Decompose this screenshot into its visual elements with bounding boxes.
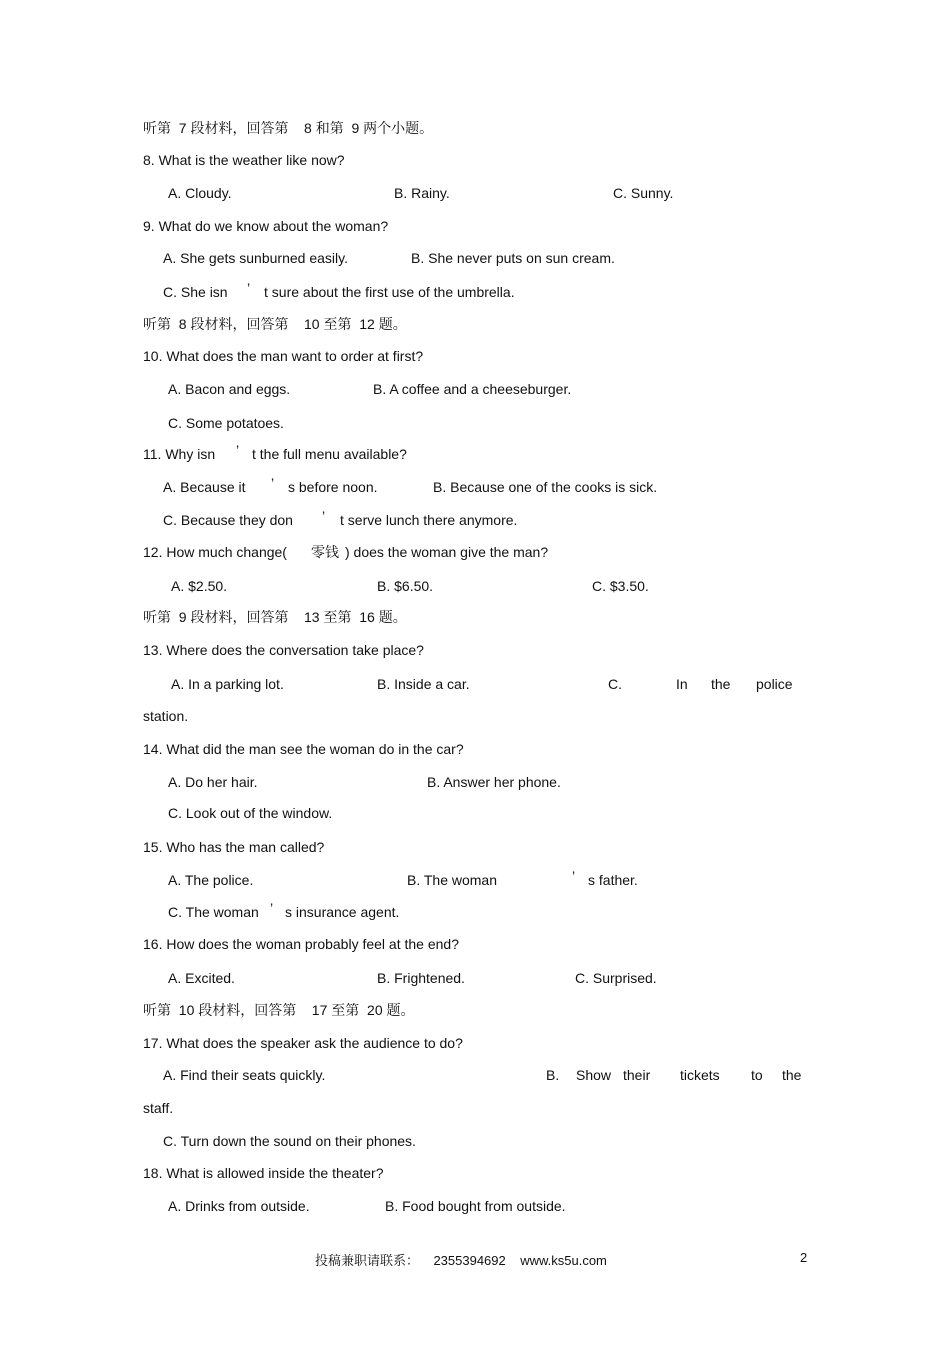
q9-option-b: B. She never puts on sun cream. <box>411 250 615 266</box>
question-15: 15. Who has the man called? <box>143 839 325 855</box>
q8-option-c: C. Sunny. <box>613 185 674 201</box>
section-9-instruction: 听第 9 段材料，回答第 13 至第 16 题。 <box>143 609 407 625</box>
q8-option-b: B. Rainy. <box>394 185 450 201</box>
q16-option-a: A. Excited. <box>168 970 235 986</box>
q15-option-b-part2: s father. <box>588 872 638 888</box>
q17-option-b-word: to <box>751 1067 763 1083</box>
q17-option-b-word: their <box>623 1067 651 1083</box>
page-number: 2 <box>800 1250 808 1265</box>
section-10-instruction: 听第 10 段材料，回答第 17 至第 20 题。 <box>143 1002 415 1018</box>
q17-option-b-word: Show <box>576 1067 612 1083</box>
q15-option-c-part2: s insurance agent. <box>285 904 400 920</box>
q11-option-a-part1: A. Because it <box>163 479 246 495</box>
q14-option-c: C. Look out of the window. <box>168 805 333 821</box>
q17-option-b-word: B. <box>546 1067 560 1083</box>
section-7-instruction: 听第 7 段材料，回答第 8 和第 9 两个小题。 <box>143 120 434 136</box>
q9-option-c-apostrophe: ’ <box>247 280 251 296</box>
q13-option-b: B. Inside a car. <box>377 676 470 692</box>
q12-option-c: C. $3.50. <box>592 578 649 594</box>
question-11-part1: 11. Why isn <box>143 446 216 462</box>
q10-option-c: C. Some potatoes. <box>168 415 284 431</box>
q16-option-c: C. Surprised. <box>575 970 657 986</box>
q13-option-c-word: In <box>676 676 688 692</box>
q9-option-a: A. She gets sunburned easily. <box>163 250 348 266</box>
q15-option-b-part1: B. The woman <box>407 872 498 888</box>
q13-option-c-word: the <box>711 676 731 692</box>
question-12-chinese: 零钱 <box>311 544 339 560</box>
q13-option-c-word: police <box>756 676 793 692</box>
q12-option-b: B. $6.50. <box>377 578 434 594</box>
q10-option-a: A. Bacon and eggs. <box>168 381 291 397</box>
q11-option-b: B. Because one of the cooks is sick. <box>433 479 658 495</box>
q15-option-c-apostrophe: ’ <box>270 900 274 916</box>
question-11-part2: t the full menu available? <box>252 446 407 462</box>
q13-option-a: A. In a parking lot. <box>171 676 284 692</box>
q18-option-a: A. Drinks from outside. <box>168 1198 310 1214</box>
q9-option-c-part2: t sure about the first use of the umbrella. <box>264 284 515 300</box>
q11-option-a-part2: s before noon. <box>288 479 378 495</box>
q17-option-a: A. Find their seats quickly. <box>163 1067 326 1083</box>
question-11-apostrophe: ’ <box>236 442 240 458</box>
question-14: 14. What did the man see the woman do in the car? <box>143 741 464 757</box>
q15-option-c-part1: C. The woman <box>168 904 259 920</box>
question-12-part1: 12. How much change( <box>143 544 287 560</box>
q17-option-b-word: the <box>782 1067 802 1083</box>
question-10: 10. What does the man want to order at first? <box>143 348 424 364</box>
question-16: 16. How does the woman probably feel at the end? <box>143 936 459 952</box>
q9-option-c-part1: C. She isn <box>163 284 228 300</box>
q18-option-b: B. Food bought from outside. <box>385 1198 566 1214</box>
q13-option-c-word: C. <box>608 676 622 692</box>
question-17: 17. What does the speaker ask the audience to do? <box>143 1035 463 1051</box>
question-8: 8. What is the weather like now? <box>143 152 345 168</box>
question-9: 9. What do we know about the woman? <box>143 218 389 234</box>
question-13: 13. Where does the conversation take place? <box>143 642 424 658</box>
question-12-part2: ) does the woman give the man? <box>345 544 549 560</box>
q13-option-c-wrap: station. <box>143 708 189 724</box>
q14-option-b: B. Answer her phone. <box>427 774 561 790</box>
q16-option-b: B. Frightened. <box>377 970 465 986</box>
q11-option-a-apostrophe: ’ <box>271 475 275 491</box>
q17-option-b-word: tickets <box>680 1067 720 1083</box>
q15-option-a: A. The police. <box>168 872 254 888</box>
q11-option-c-part1: C. Because they don <box>163 512 293 528</box>
q17-option-c: C. Turn down the sound on their phones. <box>163 1133 416 1149</box>
q15-option-b-apostrophe: ’ <box>572 868 576 884</box>
question-18: 18. What is allowed inside the theater? <box>143 1165 384 1181</box>
q10-option-b: B. A coffee and a cheeseburger. <box>373 381 572 397</box>
q14-option-a: A. Do her hair. <box>168 774 258 790</box>
section-8-instruction: 听第 8 段材料，回答第 10 至第 12 题。 <box>143 316 407 332</box>
q12-option-a: A. $2.50. <box>171 578 228 594</box>
q8-option-a: A. Cloudy. <box>168 185 232 201</box>
q17-option-b-wrap: staff. <box>143 1100 174 1116</box>
q11-option-c-apostrophe: ’ <box>322 508 326 524</box>
q11-option-c-part2: t serve lunch there anymore. <box>340 512 518 528</box>
footer-contact: 投稿兼职请联系： 2355394692 www.ks5u.com <box>315 1253 607 1268</box>
